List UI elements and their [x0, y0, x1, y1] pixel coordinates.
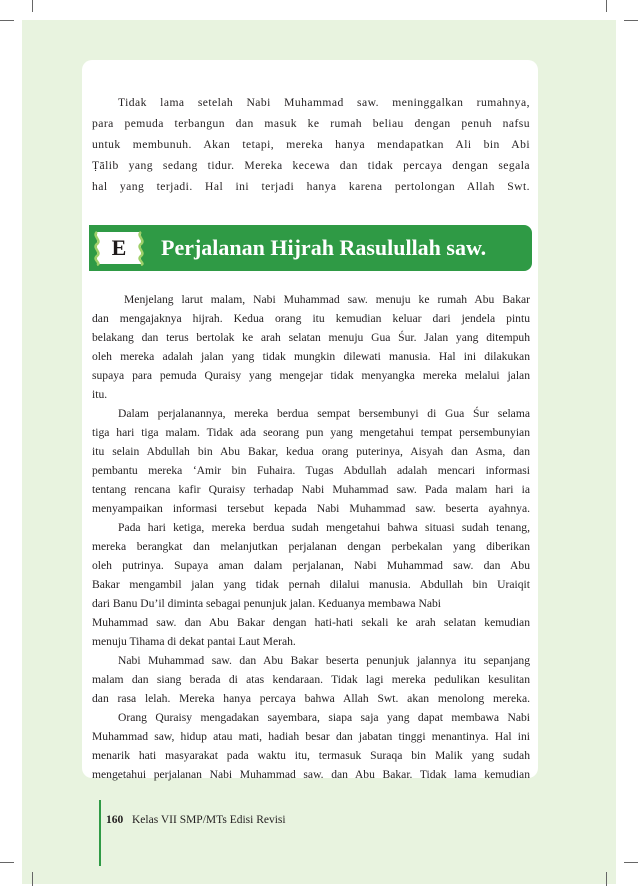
text-line: Tidak lama setelah Nabi Muhammad saw. meninggalkan rumahnya, — [118, 96, 530, 109]
text-line: pembantu mereka ‘Amir bin Fuhaira. Tugas Abdullah adalah mencari informasi — [92, 464, 530, 477]
text-line: belakang dan terus bertolak ke arah selatan menuju Gua Śur. Jalan yang ditempuh — [92, 331, 530, 344]
text-line: mereka berangkat dan melanjutkan perjalanan dengan perbekalan yang diberikan — [92, 540, 530, 553]
text-line: tentang rencana kafir Quraisy terhadap Nabi Muhammad saw. Pada malam hari ia — [92, 483, 530, 496]
body-text — [92, 290, 530, 784]
text-line: dan rasa lelah. Mereka hanya percaya bahwa Allah Swt. akan menolong mereka. — [92, 692, 530, 705]
crop-mark — [624, 862, 638, 863]
text-line: menarik hati masyarakat pada waktu itu, termasuk Suraqa bin Malik yang sudah — [92, 749, 530, 762]
crop-mark — [32, 872, 33, 886]
crop-mark — [624, 20, 638, 21]
text-line: Ṭālib yang sedang tidur. Mereka kecewa dan tidak percaya dengan segala — [92, 159, 530, 172]
text-line: itu selain Abdullah bin Abu Bakar, kedua orang puterinya, Aisyah dan Asma, dan — [92, 445, 530, 458]
text-line: dari Banu Du’il diminta sebagai penunjuk jalan. Keduanya membawa Nabi — [92, 597, 441, 610]
text-line: untuk membunuh. Akan tetapi, mereka hanya mendapatkan Ali bin Abi — [92, 138, 530, 151]
text-line: menyampaikan informasi tersebut kepada Nabi Muhammad saw. beserta ayahnya. — [92, 502, 530, 515]
text-line: Orang Quraisy mengadakan sayembara, siapa saja yang dapat membawa Nabi — [118, 711, 530, 724]
text-line: tiga hari tiga malam. Tidak ada seorang pun yang mengetahui tempat persembunyian — [92, 426, 530, 439]
text-line: para pemuda terbangun dan masuk ke rumah beliau dengan penuh nafsu — [92, 117, 530, 130]
text-line: menuju Tihama di dekat pantai Laut Merah. — [92, 635, 296, 648]
section-title: Perjalanan Hijrah Rasulullah saw. — [161, 235, 487, 260]
text-line: Nabi Muhammad saw. dan Abu Bakar beserta penunjuk jalannya itu sepanjang — [118, 654, 530, 667]
text-line: Muhammad saw. dan Abu Bakar dengan hati-hati sekali ke arah selatan kemudian — [92, 616, 530, 629]
crop-mark — [606, 872, 607, 886]
text-line: Muhammad saw, hidup atau mati, hadiah besar dan jabatan tinggi menantinya. Hal ini — [92, 730, 530, 743]
footer-rule — [99, 800, 101, 866]
text-line: oleh mereka adalah jalan yang tidak mungkin dilewati manusia. Hal ini dilakukan — [92, 350, 530, 363]
text-line: Bakar mengambil jalan yang tidak pernah dilalui manusia. Abdullah bin Uraiqit — [92, 578, 530, 591]
crop-mark — [0, 20, 14, 21]
text-line: Pada hari ketiga, mereka berdua sudah mengetahui bahwa situasi sudah tenang, — [118, 521, 530, 534]
ornament-icon — [135, 230, 147, 266]
book-title: Kelas VII SMP/MTs Edisi Revisi — [132, 814, 286, 826]
text-line: Dalam perjalanannya, mereka berdua sempat bersembunyi di Gua Śur selama — [118, 407, 530, 420]
page-number: 160 — [106, 814, 124, 826]
text-line: malam dan siang berada di atas kendaraan. Tidak lagi mereka pedulikan kesulitan — [92, 673, 530, 686]
text-line: dan mengajaknya hijrah. Kedua orang itu kemudian keluar dari jendela pintu — [92, 312, 530, 325]
text-line: supaya para pemuda Quraisy yang mengejar tidak menyangka mereka melalui jalan — [92, 369, 530, 382]
text-line: hal yang terjadi. Hal ini terjadi hanya karena pertolongan Allah Swt. — [92, 180, 530, 193]
text-line: itu. — [92, 388, 108, 401]
text-line: oleh putrinya. Supaya aman dalam perjalanan, Nabi Muhammad saw. dan Abu — [92, 559, 530, 572]
crop-mark — [606, 0, 607, 12]
text-line: mengetahui perjalanan Nabi Muhammad saw. dan Abu Bakar. Tidak lama kemudian — [92, 768, 530, 781]
crop-mark — [32, 0, 33, 12]
ornament-icon — [91, 230, 103, 266]
text-line: Menjelang larut malam, Nabi Muhammad saw. menuju ke rumah Abu Bakar — [124, 293, 530, 306]
section-header — [89, 225, 532, 271]
intro-paragraph — [92, 92, 530, 197]
section-letter: E — [111, 235, 127, 260]
crop-mark — [0, 862, 14, 863]
